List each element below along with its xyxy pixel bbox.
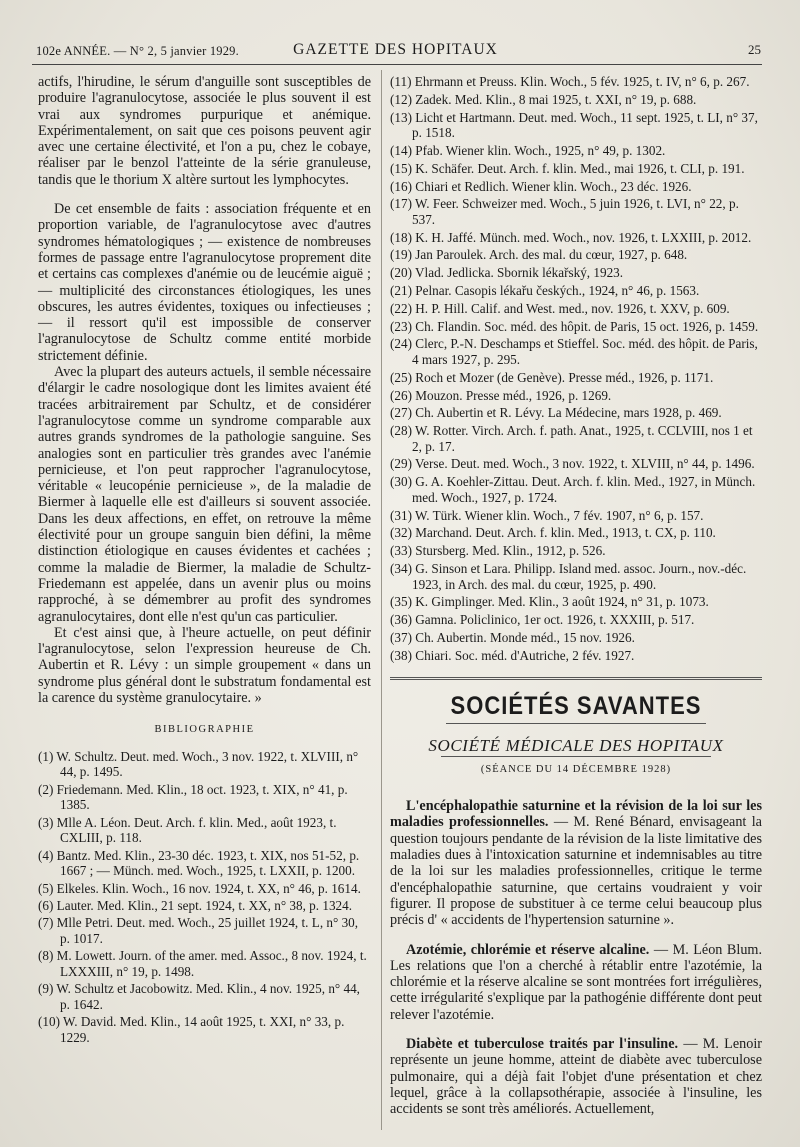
session-item-1-text: — M. René Bénard, envisageant la question toujours pendante de la révision de la liste limitative des maladies dues à l'intoxication saturnine et indemnisables au titre de la loi sur les maladies professionnelles, critique le terme d'encéphalopathie saturnine, que certains voudraient y voir figurer. Il propose de substituer à ce terme celui beaucoup plus précis d' « accidents de l'hypertension saturnine ».	[390, 814, 762, 929]
session-item-1-title: L'encéphalopathie saturnine et la révision de la loi sur les maladies professionnelles.	[390, 798, 762, 831]
reference-item: (34) G. Sinson et Lara. Philipp. Island med. assoc. Journ., nov.-déc. 1923, in Arch. des mal. du cœur, 1925, p. 490.	[390, 560, 747, 592]
reference-item: (20) Vlad. Jedlicka. Sbornik lékařský, 1923.	[390, 265, 624, 281]
session-item-1	[390, 798, 762, 928]
section-title: SOCIÉTÉS SAVANTES	[450, 691, 702, 721]
reference-item: (3) Mlle A. Léon. Deut. Arch. f. klin. Med., août 1923, t. CXLIII, p. 118.	[38, 814, 337, 846]
reference-item: (4) Bantz. Med. Klin., 23-30 déc. 1923, t. XIX, nos 51-52, p. 1667 ; — Münch. med. Woch., 1925, t. LXXII, p. 1200.	[38, 847, 360, 879]
bibliography-list-left	[38, 749, 371, 1046]
society-title: SOCIÉTÉ MÉDICALE DES HOPITAUX	[428, 735, 724, 755]
reference-item: (21) Pelnar. Casopis lékařu českých., 1924, n° 46, p. 1563.	[390, 283, 700, 298]
reference-item: (10) W. David. Med. Klin., 14 août 1925, t. XXI, n° 33, p. 1229.	[38, 1014, 345, 1045]
reference-item: (17) W. Feer. Schweizer med. Woch., 5 juin 1926, t. LVI, n° 22, p. 537.	[390, 196, 739, 227]
reference-item: (22) H. P. Hill. Calif. and West. med., nov. 1926, t. XXV, p. 609.	[390, 300, 730, 316]
bibliography-title: BIBLIOGRAPHIE	[154, 724, 255, 736]
bibliography-list-right	[390, 74, 762, 663]
reference-item: (35) K. Gimplinger. Med. Klin., 3 août 1924, n° 31, p. 1073.	[390, 594, 709, 610]
reference-item: (8) M. Lowett. Journ. of the amer. med. Assoc., 8 nov. 1924, t. LXXXIII, n° 19, p. 1498.	[38, 948, 367, 979]
reference-item: (12) Zadek. Med. Klin., 8 mai 1925, t. XXI, n° 19, p. 688.	[390, 91, 697, 107]
reference-item: (7) Mlle Petri. Deut. med. Woch., 25 juillet 1924, t. L, n° 30, p. 1017.	[38, 915, 359, 946]
session-item-3-title: Diabète et tuberculose traités par l'insuline.	[406, 1036, 679, 1052]
section-title-rule	[446, 723, 706, 724]
header-rule	[32, 64, 762, 65]
reference-item: (29) Verse. Deut. med. Woch., 3 nov. 1922, t. XLVIII, n° 44, p. 1496.	[390, 456, 755, 472]
reference-item: (6) Lauter. Med. Klin., 21 sept. 1924, t. XX, n° 38, p. 1324.	[38, 897, 353, 913]
session-item-2	[390, 942, 762, 1023]
session-item-3-text: — M. Lenoir représente un jeune homme, atteint de diabète avec tuberculose pulmonaire, qui a déjà fait l'objet d'une présentation et chez lequel, grâce à la collapsothérapie, associée à l'insuline, les accidents se sont très améliorés. Actuellement,	[390, 1036, 762, 1118]
reference-item: (26) Mouzon. Presse méd., 1926, p. 1269.	[390, 387, 612, 403]
reference-item: (18) K. H. Jaffé. Münch. med. Woch., nov. 1926, t. LXXIII, p. 2012.	[390, 229, 752, 245]
column-divider	[381, 70, 382, 1130]
paragraph-3: Avec la plupart des auteurs actuels, il semble nécessaire d'élargir le cadre nosologique dont les limites avaient été tracées arbitrairement par Schultz, et de considérer l'agranulocytose comme un syndrome comparable aux autres grands syndromes de la pathologie sanguine. Ses analogies sont en particulier très grandes avec l'anémie pernicieuse, et l'on peut rapprocher l'agranulocytose, véritable « leucopénie pernicieuse », de la maladie de Biermer à laquelle elle est d'ailleurs si souvent associée. Dans les deux affections, en effet, on retrouve la même électivité pour un groupe sanguin bien défini, la même distinction étiologique en causes évidentes et cachées ; comme la maladie de Biermer, la maladie de Schultz-Friedemann est appelée, dans un avenir plus ou moins rapproché, à se démembrer au profit des syndromes agranulocytaires, dont elle n'est qu'un cas particulier.	[38, 364, 371, 625]
reference-item: (31) W. Türk. Wiener klin. Woch., 7 fév. 1907, n° 6, p. 157.	[390, 507, 704, 523]
society-title-rule	[441, 756, 711, 757]
reference-item: (5) Elkeles. Klin. Woch., 16 nov. 1924, t. XX, n° 46, p. 1614.	[38, 880, 361, 896]
page-header	[28, 38, 763, 62]
reference-item: (16) Chiari et Redlich. Wiener klin. Woch., 23 déc. 1926.	[390, 178, 692, 194]
reference-item: (19) Jan Paroulek. Arch. des mal. du cœur, 1927, p. 648.	[390, 247, 688, 263]
reference-item: (36) Gamna. Policlinico, 1er oct. 1926, t. XXXIII, p. 517.	[390, 612, 695, 628]
reference-item: (30) G. A. Koehler-Zittau. Deut. Arch. f. klin. Med., 1927, in Münch. med. Woch., 1927, p. 1724.	[390, 474, 756, 505]
page-number: 25	[748, 42, 761, 57]
paragraph-1: actifs, l'hirudine, le sérum d'anguille sont susceptibles de produire l'agranulocytose, associée le plus souvent il est vrai aux syndromes purpurique et anémique. Expérimentalement, on sait que ces poisons peuvent agir avec une certaine électivité, et l'on a pu, chez le cobaye, réaliser par le benzol l'atteinte de la série granuleuse, tandis que le thorium X altère surtout les lymphocytes.	[38, 74, 371, 188]
reference-item: (9) W. Schultz et Jacobowitz. Med. Klin., 4 nov. 1925, n° 44, p. 1642.	[38, 981, 360, 1012]
reference-item: (27) Ch. Aubertin et R. Lévy. La Médecine, mars 1928, p. 469.	[390, 405, 722, 421]
reference-item: (33) Stursberg. Med. Klin., 1912, p. 526.	[390, 543, 606, 559]
reference-item: (32) Marchand. Deut. Arch. f. klin. Med., 1913, t. CX, p. 110.	[390, 525, 716, 541]
session-item-2-title: Azotémie, chlorémie et réserve alcaline.	[406, 941, 650, 958]
paragraph-4: Et c'est ainsi que, à l'heure actuelle, on peut définir l'agranulocytose, selon l'expression heureuse de Ch. Aubertin et R. Lévy : un simple groupement « dans un syndrome plus général dont le substratum fondamental est la carence du système granulocytaire. »	[38, 624, 371, 706]
paragraph-2: De cet ensemble de faits : association fréquente et en proportion variable, de l'agranulocytose avec d'autres syndromes hématologiques ; — existence de nombreuses formes de passage entre l'agranulocytose proprement dite et certains cas complexes d'anémie ou de leucémie aiguë ; — multiplicité des circonstances étiologiques, les unes obscures, les autres évidentes, toxiques ou infectieuses ; — il ressort qu'il est impossible de conserver l'agranulocytose de Schultz comme entité morbide strictement définie.	[38, 201, 371, 364]
reference-item: (25) Roch et Mozer (de Genève). Presse méd., 1926, p. 1171.	[390, 369, 714, 385]
reference-item: (2) Friedemann. Med. Klin., 18 oct. 1923, t. XIX, n° 41, p. 1385.	[38, 781, 348, 813]
reference-item: (24) Clerc, P.-N. Deschamps et Stieffel. Soc. méd. des hôpit. de Paris, 4 mars 1927, p. 295.	[390, 336, 758, 367]
reference-item: (13) Licht et Hartmann. Deut. med. Woch., 11 sept. 1925, t. LI, n° 37, p. 1518.	[390, 109, 758, 141]
reference-item: (23) Ch. Flandin. Soc. méd. des hôpit. de Paris, 15 oct. 1926, p. 1459.	[390, 318, 759, 334]
session-item-2-text: — M. Léon Blum. Les relations que l'on a cherché à rétablir entre l'azotémie, la chlorémie et la réserve alcaline se sont montrées fort irrégulières, cette irrégularité s'explique par la pathogénie différente dont peut relever l'azotémie.	[390, 941, 762, 1023]
reference-item: (37) Ch. Aubertin. Monde méd., 15 nov. 1926.	[390, 629, 635, 645]
reference-item: (15) K. Schäfer. Deut. Arch. f. klin. Med., mai 1926, t. CLI, p. 191.	[390, 160, 745, 176]
reference-item: (11) Ehrmann et Preuss. Klin. Woch., 5 fév. 1925, t. IV, n° 6, p. 267.	[390, 74, 750, 89]
journal-title: GAZETTE DES HOPITAUX	[293, 41, 498, 58]
reference-item: (38) Chiari. Soc. méd. d'Autriche, 2 fév. 1927.	[390, 647, 635, 663]
right-column	[390, 74, 762, 1117]
issue-info: 102e ANNÉE. — N° 2, 5 janvier 1929.	[36, 44, 239, 58]
reference-item: (28) W. Rotter. Virch. Arch. f. path. Anat., 1925, t. CCLVIII, nos 1 et 2, p. 17.	[390, 423, 753, 454]
reference-item: (1) W. Schultz. Deut. med. Woch., 3 nov. 1922, t. XLVIII, n° 44, p. 1495.	[38, 748, 359, 780]
reference-item: (14) Pfab. Wiener klin. Woch., 1925, n° 49, p. 1302.	[390, 142, 666, 158]
session-item-3	[390, 1036, 762, 1117]
session-date: (SÉANCE DU 14 DÉCEMBRE 1928)	[480, 763, 672, 775]
left-column	[38, 74, 371, 1047]
section-separator	[390, 677, 762, 680]
